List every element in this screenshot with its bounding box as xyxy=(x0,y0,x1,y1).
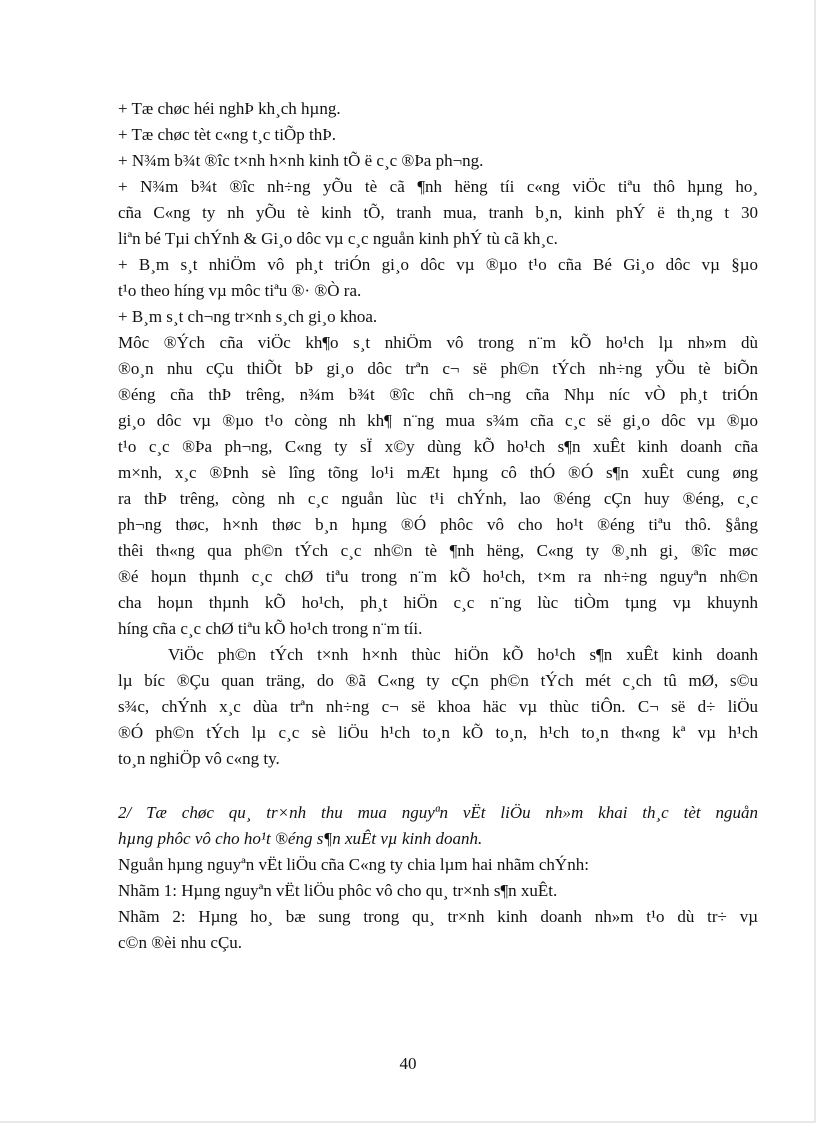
body-text xyxy=(118,96,758,772)
body-line: thêi th«ng qua ph©n tÝch c¸c nh©n tè ¶nh hëng, C«ng ty ®¸nh gi¸ ®îc møc xyxy=(118,541,758,560)
body-line: gi¸o dôc vµ ®µo t¹o còng nh kh¶ n¨ng mua s¾m cña c¸c së gi¸o dôc vµ ®µo xyxy=(118,411,758,430)
heading-line: hµng phôc vô cho ho¹t ®éng s¶n xuÊt vµ kinh doanh. xyxy=(118,829,483,848)
document-page xyxy=(118,96,758,956)
heading-line: 2/ Tæ chøc qu¸ tr×nh thu mua nguyªn vËt liÖu nh»m khai th¸c tèt nguån xyxy=(118,803,758,822)
body-line: ®é hoµn thµnh c¸c chØ tiªu trong n¨m kÕ ho¹ch, t×m ra nh÷ng nguyªn nh©n xyxy=(118,567,758,586)
body-line: m×nh, x¸c ®Þnh sè lîng tõng lo¹i mÆt hµng cô thÓ ®Ó s¶n xuÊt cung øng xyxy=(118,463,758,482)
body-line: ®Ó ph©n tÝch lµ c¸c sè liÖu h¹ch to¸n kÕ to¸n, h¹ch to¸n th«ng kª vµ h¹ch xyxy=(118,723,758,742)
body-line: + N¾m b¾t ®îc nh÷ng yÕu tè cã ¶nh hëng tíi c«ng viÖc tiªu thô hµng ho¸ xyxy=(118,177,758,196)
section-line: Nhãm 1: Hµng nguyªn vËt liÖu phôc vô cho qu¸ tr×nh s¶n xuÊt. xyxy=(118,881,558,900)
body-line: to¸n nghiÖp vô c«ng ty. xyxy=(118,749,280,768)
page-number: 40 xyxy=(399,1054,417,1073)
body-line: + B¸m s¸t ch¬ng tr×nh s¸ch gi¸o khoa. xyxy=(118,307,378,326)
section-line: Nhãm 2: Hµng ho¸ bæ sung trong qu¸ tr×nh kinh doanh nh»m t¹o dù tr÷ vµ xyxy=(118,907,758,926)
body-line: cha hoµn thµnh kÕ ho¹ch, ph¸t hiÖn c¸c n¨ng lùc tiÒm tµng vµ khuynh xyxy=(118,593,758,612)
body-line: + B¸m s¸t nhiÖm vô ph¸t triÓn gi¸o dôc vµ ®µo t¹o cña Bé Gi¸o dôc vµ §µo xyxy=(118,255,758,274)
body-line: híng cña c¸c chØ tiªu kÕ ho¹ch trong n¨m tíi. xyxy=(118,619,423,638)
section-heading xyxy=(118,800,758,852)
section-line: Nguån hµng nguyªn vËt liÖu cña C«ng ty chia lµm hai nhãm chÝnh: xyxy=(118,855,589,874)
body-line: ViÖc ph©n tÝch t×nh h×nh thùc hiÖn kÕ ho¹ch s¶n xuÊt kinh doanh xyxy=(168,645,758,664)
body-line: t¹o c¸c ®Þa ph¬ng, C«ng ty sÏ x©y dùng kÕ ho¹ch s¶n xuÊt kinh doanh cña xyxy=(118,437,758,456)
section-line: c©n ®èi nhu cÇu. xyxy=(118,933,243,952)
paragraph-gap xyxy=(118,772,758,800)
body-line: liªn bé Tµi chÝnh & Gi¸o dôc vµ c¸c nguån kinh phÝ tù cã kh¸c. xyxy=(118,229,558,248)
section-body xyxy=(118,852,758,956)
body-line: + N¾m b¾t ®îc t×nh h×nh kinh tÕ ë c¸c ®Þa ph¬ng. xyxy=(118,151,484,170)
body-line: ra thÞ trêng, còng nh c¸c nguån lùc t¹i chÝnh, lao ®éng cÇn huy ®éng, c¸c xyxy=(118,489,758,508)
body-line: ®éng cña thÞ trêng, n¾m b¾t ®îc chñ ch¬ng cña Nhµ níc vÒ ph¸t triÓn xyxy=(118,385,758,404)
body-line: s¾c, chÝnh x¸c dùa trªn nh÷ng c¬ së khoa häc vµ thùc tiÔn. C¬ së d÷ liÖu xyxy=(118,697,758,716)
body-line: Môc ®Ých cña viÖc kh¶o s¸t nhiÖm vô trong n¨m kÕ ho¹ch lµ nh»m dù xyxy=(118,333,758,352)
body-line: cña C«ng ty nh yÕu tè kinh tÕ, tranh mua, tranh b¸n, kinh phÝ ë th¸ng t 30 xyxy=(118,203,758,222)
body-line: ®o¸n nhu cÇu thiÕt bÞ gi¸o dôc trªn c¬ së ph©n tÝch nh÷ng yÕu tè biÕn xyxy=(118,359,758,378)
body-line: + Tæ chøc tèt c«ng t¸c tiÕp thÞ. xyxy=(118,125,336,144)
body-line: t¹o theo híng vµ môc tiªu ®· ®Ò ra. xyxy=(118,281,362,300)
body-line: + Tæ chøc héi nghÞ kh¸ch hµng. xyxy=(118,99,341,118)
body-line: ph¬ng thøc, h×nh thøc b¸n hµng ®Ó phôc vô cho ho¹t ®éng tiªu thô. §ång xyxy=(118,515,758,534)
body-line: lµ bíc ®Çu quan träng, do ®ã C«ng ty cÇn ph©n tÝch mét c¸ch tû mØ, s©u xyxy=(118,671,758,690)
